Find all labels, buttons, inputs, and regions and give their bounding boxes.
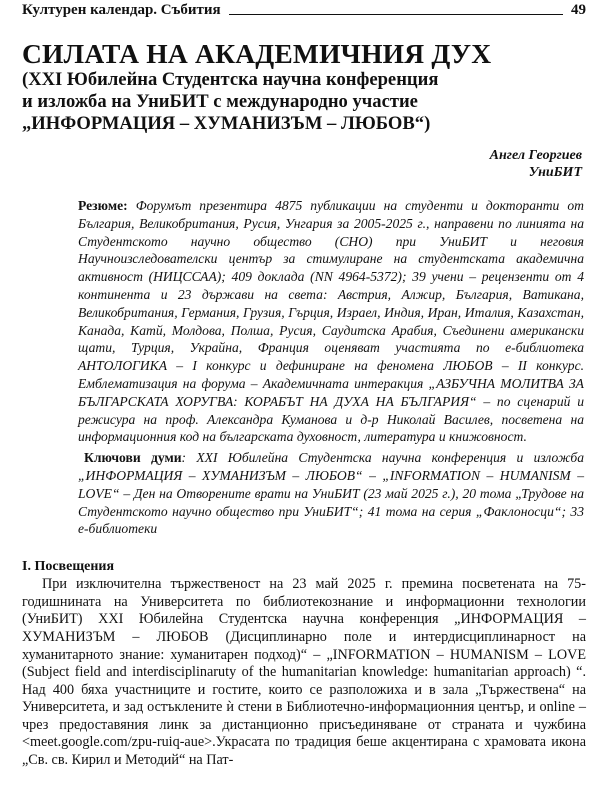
article-subtitle-line-3: „ИНФОРМАЦИЯ – ХУМАНИЗЪМ – ЛЮБОВ“) bbox=[22, 113, 431, 134]
keywords-label: Ключови думи bbox=[84, 450, 182, 466]
section-heading: I. Посвещения bbox=[22, 559, 115, 575]
running-head-rule bbox=[229, 14, 563, 15]
running-head-title: Културен календар. Събития bbox=[22, 2, 221, 18]
abstract-block bbox=[22, 197, 586, 538]
running-head bbox=[22, 2, 586, 19]
article-title: СИЛАТА НА АКАДЕМИЧНИЯ ДУХ bbox=[22, 38, 492, 69]
abstract-label: Резюме: bbox=[78, 198, 128, 213]
abstract-text: Форумът презентира 4875 публикации на студенти и докторанти от България, Великобритания, Русия, Унгария за 2005-2025 г., направени по линията на Студентското научно общество (СНО) при УниБИТ и неговия Научноизследователски център за стимулиране на студентската академична активност (НИЦССАА); 409 доклада (NN 4964-5372); 39 учени – рецензенти от 4 континента и 23 държави на света: Австрия, Алжир, България, Ватикана, Великобритания, Германия, Грузия, Гърция, Израел, Индия, Иран, Италия, Казахстан, Канада, Катй, Молдова, Полша, Русия, Саудитска Арабия, Съединени американски щати, Турция, Украйна, Франция оценяват участията по е-библиотека АНТОЛОГИКА – I конкурс и дефиниране на феномена ЛЮБОВ – II конкурс. Емблематизация на форума – Академичната интеракция „АЗБУЧНА МОЛИТВА ЗА БЪЛГАРСКАТА ХОРУГВА: КОРАБЪТ НА ДУХА НА БЪЛГАРИЯ“ – по сценарий и режисура на проф. Александра Куманова и д-р Николай Василев, посветена на информационния код на българската духовност, литература и книжовност. bbox=[78, 198, 584, 445]
article-subtitle-line-2: и изложба на УниБИТ с международно участие bbox=[22, 91, 418, 112]
author-affiliation: УниБИТ bbox=[528, 165, 582, 180]
page-number: 49 bbox=[571, 2, 586, 18]
author-block bbox=[22, 147, 586, 181]
author-name: Ангел Георгиев bbox=[489, 148, 582, 163]
article-subtitle-line-1: (XXI Юбилейна Студентска научна конференция bbox=[22, 69, 439, 90]
keywords bbox=[78, 449, 584, 538]
abstract bbox=[78, 197, 584, 446]
body-paragraph: При изключителна тържественост на 23 май 2025 г. премина посветената на 75-годишнината на Университета по библиотекознание и информационни технологии (УниБИТ) XXI Юбилейна Студентска научна конференция „ИНФОРМАЦИЯ – ХУМАНИЗЪМ – ЛЮБОВ (Дисциплинарно поле и интердисциплинарност на хуманитарното знание: хуманитарен подход)“ – „INFORMATION – HUMANISM – LOVE (Subject field and interdisciplinaruty of the humanitarian knowledge: humanitarian approach) “. Над 400 бяха участниците и гостите, които се разположиха и в зала „Тържествена“ на Университета, и зад остъклените ѝ стени в Библиотечно-информационния център, и online – чрез предоставяния линк за дистанционно присъединяване от страната и чужбина <meet.google.com/zpu-ruiq-aue>.Украсата по традиция беше акцентирана с храмовата икона „Св. св. Кирил и Методий“ на Пат- bbox=[22, 576, 586, 769]
keywords-text: : XXI Юбилейна Студентска научна конференция и изложба „ИНФОРМАЦИЯ – ХУМАНИЗЪМ – ЛЮБОВ“ – „INFORMATION – HUMANISM – LOVE“ – Ден на Отворените врати на УниБИТ (23 май 2025 г.), 20 тома „Трудове на Студентското научно общество при УниБИТ“; 41 тома на серия „Факлоносци“; 33 е-библиотеки bbox=[78, 450, 585, 537]
